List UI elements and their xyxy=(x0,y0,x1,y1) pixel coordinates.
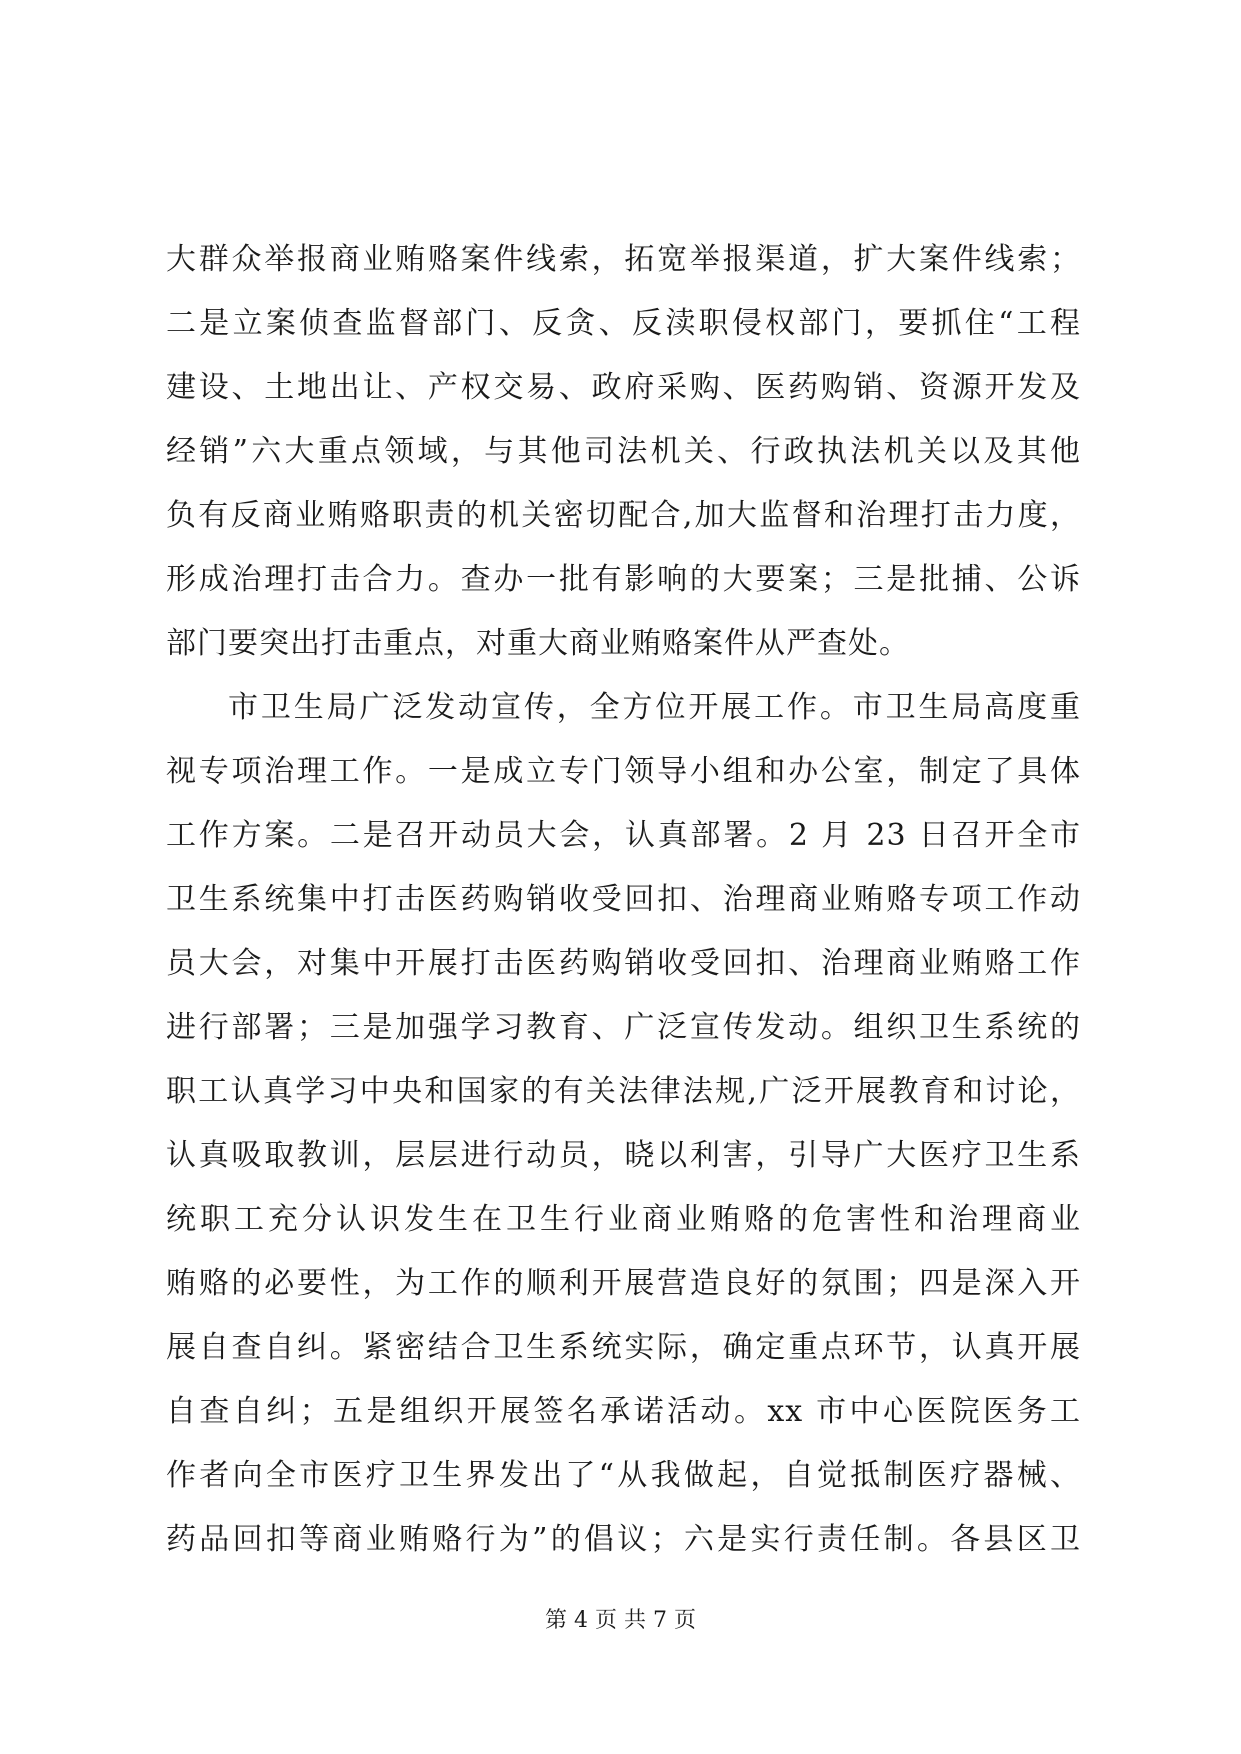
text-line: 建设、土地出让、产权交易、政府采购、医药购销、资源开发及 xyxy=(166,370,1081,405)
page-number-footer: 第 4 页 共 7 页 xyxy=(545,1608,696,1633)
text-line: 卫生系统集中打击医药购销收受回扣、治理商业贿赂专项工作动 xyxy=(166,882,1081,917)
text-line: 职工认真学习中央和国家的有关法律法规,广泛开展教育和讨论， xyxy=(166,1074,1081,1109)
text-line: 作者向全市医疗卫生界发出了“从我做起，自觉抵制医疗器械、 xyxy=(166,1458,1081,1493)
text-line: 进行部署；三是加强学习教育、广泛宣传发动。组织卫生系统的 xyxy=(166,1010,1081,1045)
text-line: 视专项治理工作。一是成立专门领导小组和办公室，制定了具体 xyxy=(166,754,1081,789)
text-line: 贿赂的必要性，为工作的顺利开展营造良好的氛围；四是深入开 xyxy=(166,1266,1081,1301)
text-line: 市卫生局广泛发动宣传，全方位开展工作。市卫生局高度重 xyxy=(228,690,1081,725)
text-line: 员大会，对集中开展打击医药购销收受回扣、治理商业贿赂工作 xyxy=(166,946,1081,981)
text-line: 形成治理打击合力。查办一批有影响的大要案；三是批捕、公诉 xyxy=(166,562,1081,597)
text-line: 大群众举报商业贿赂案件线索，拓宽举报渠道，扩大案件线索； xyxy=(166,242,1081,277)
text-line: 认真吸取教训，层层进行动员，晓以利害，引导广大医疗卫生系 xyxy=(166,1138,1081,1173)
text-line: 二是立案侦查监督部门、反贪、反渎职侵权部门，要抓住“工程 xyxy=(166,306,1081,341)
text-line: 自查自纠；五是组织开展签名承诺活动。xx 市中心医院医务工 xyxy=(166,1394,1081,1429)
text-line: 统职工充分认识发生在卫生行业商业贿赂的危害性和治理商业 xyxy=(166,1202,1081,1237)
text-line: 部门要突出打击重点，对重大商业贿赂案件从严查处。 xyxy=(166,626,910,661)
text-line: 工作方案。二是召开动员大会，认真部署。2 月 23 日召开全市 xyxy=(166,818,1081,853)
text-line: 经销”六大重点领域，与其他司法机关、行政执法机关以及其他 xyxy=(166,434,1081,469)
text-line: 展自查自纠。紧密结合卫生系统实际，确定重点环节，认真开展 xyxy=(166,1330,1081,1365)
text-line: 负有反商业贿赂职责的机关密切配合,加大监督和治理打击力度， xyxy=(166,498,1081,533)
text-line: 药品回扣等商业贿赂行为”的倡议；六是实行责任制。各县区卫 xyxy=(166,1522,1081,1557)
body-text xyxy=(166,228,1081,1572)
